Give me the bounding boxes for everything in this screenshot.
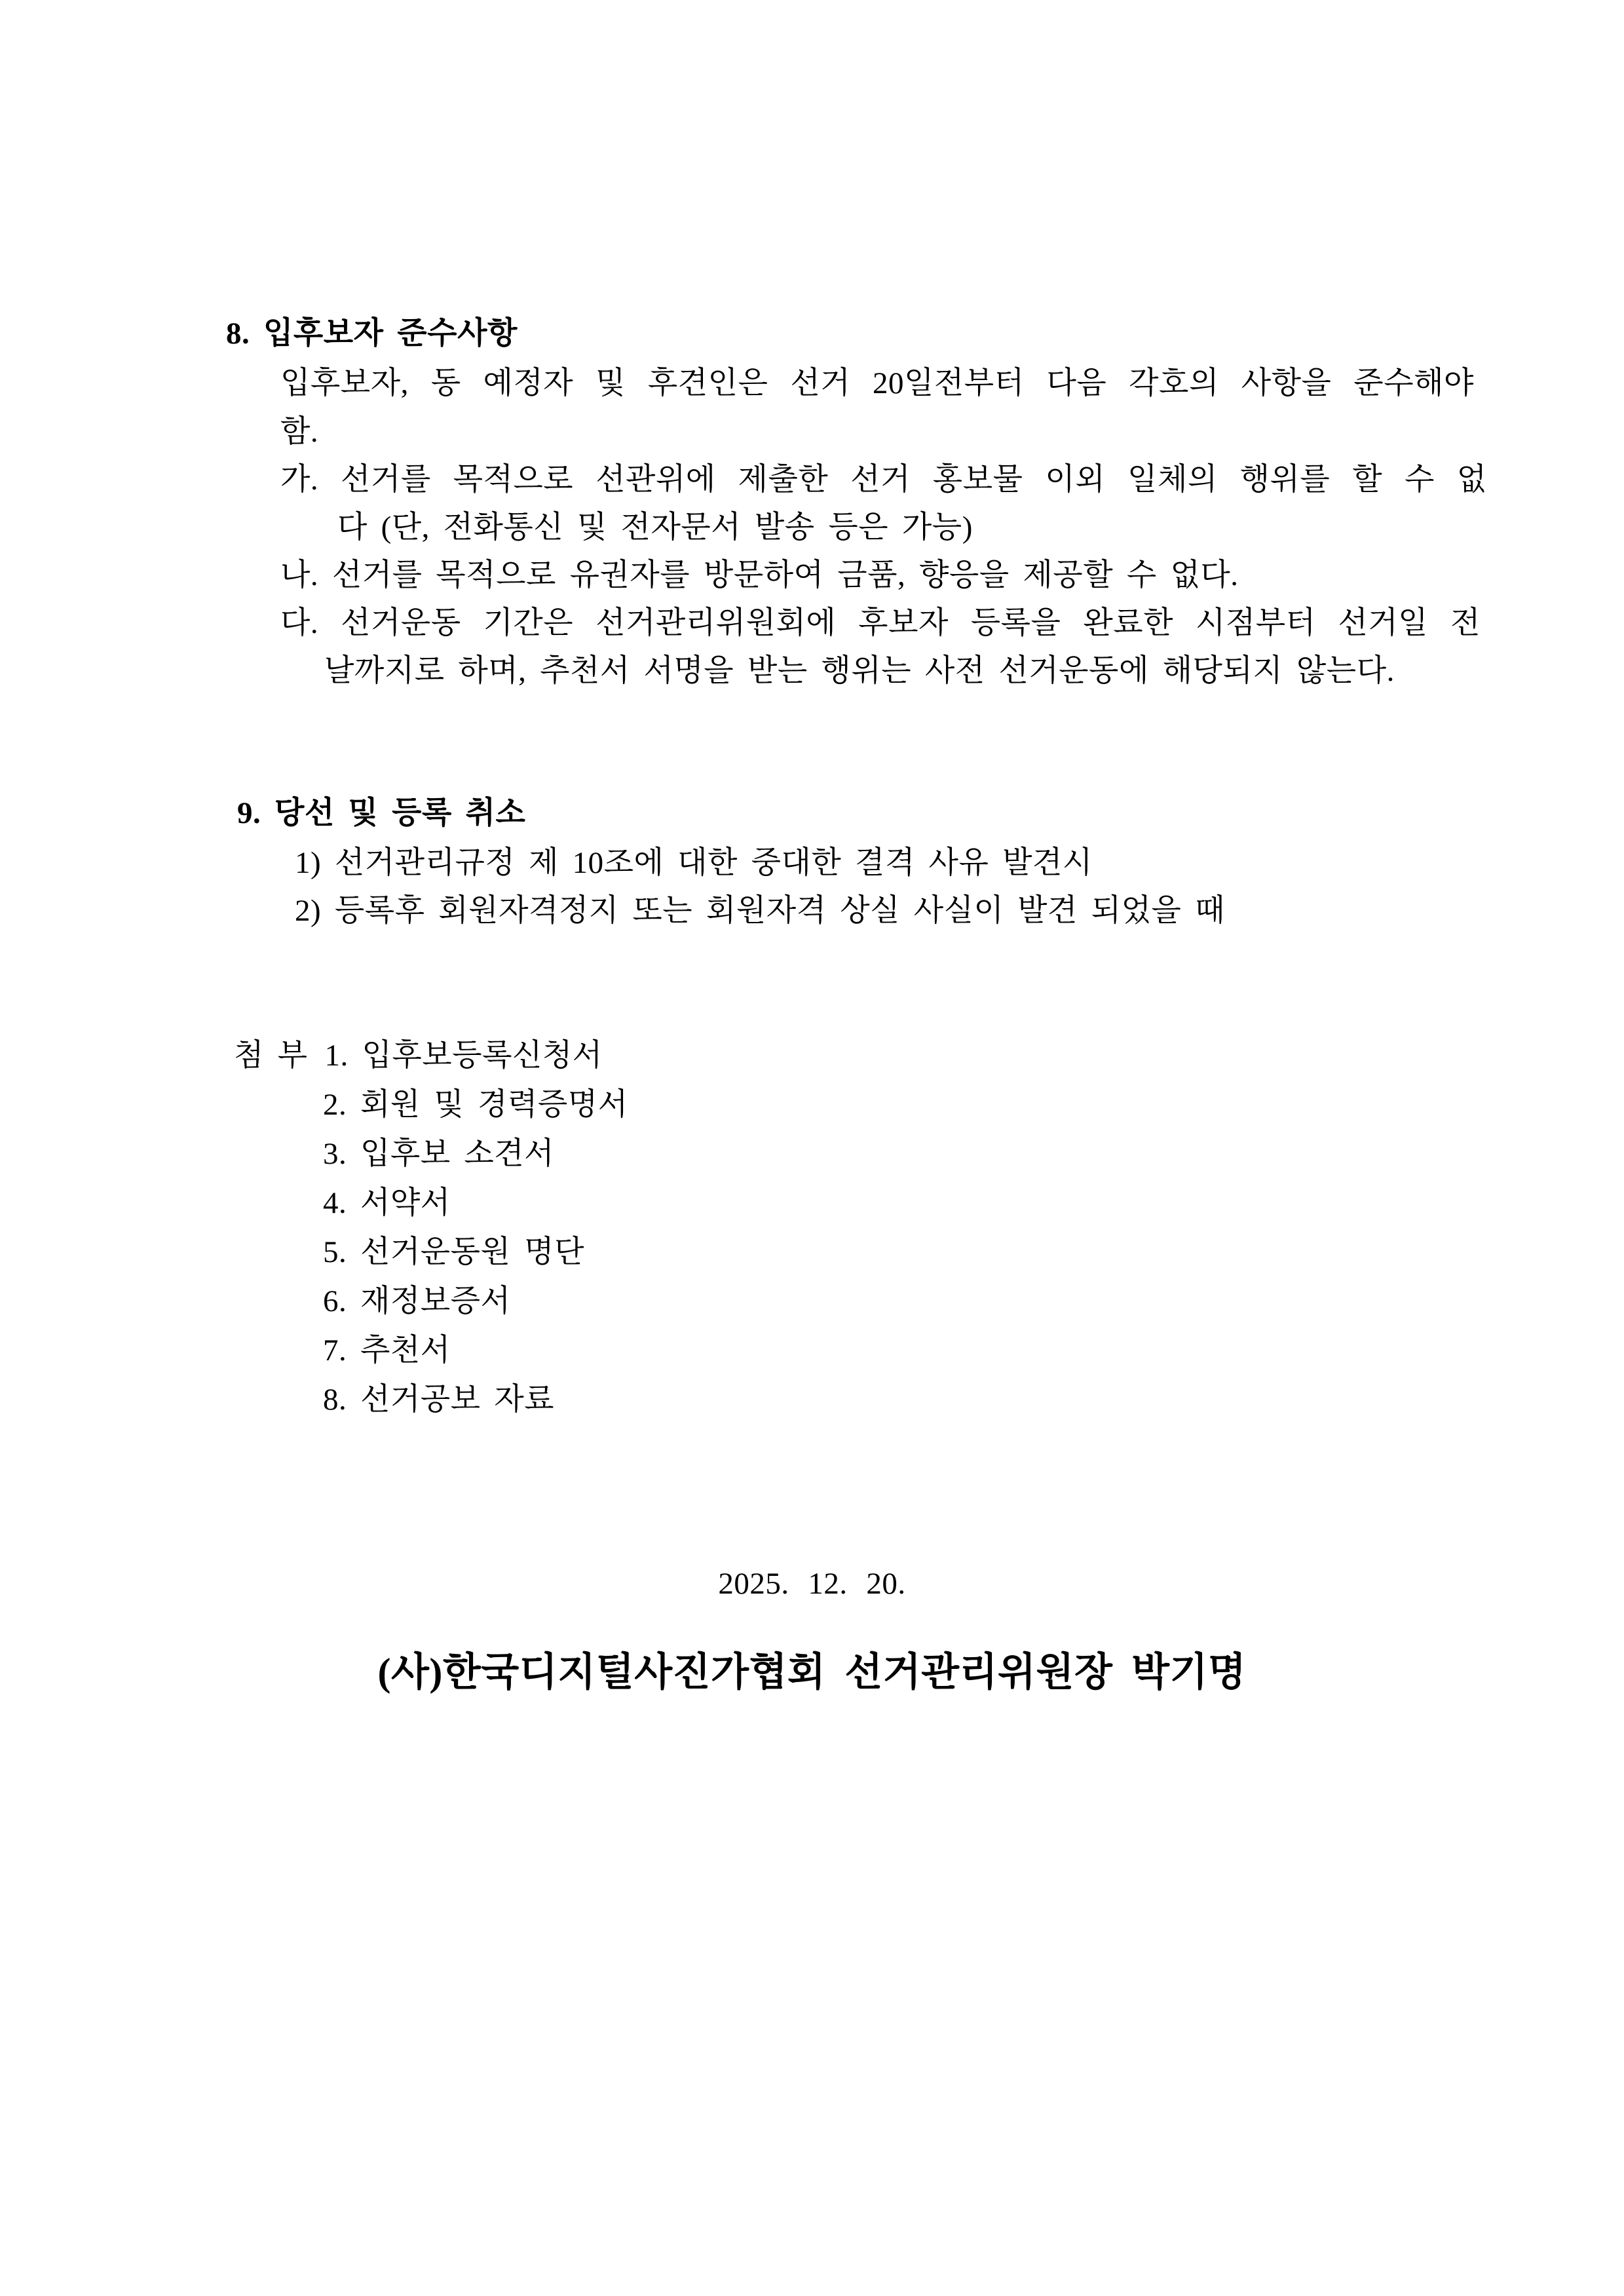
attachments-label: 첨 부 [234, 1039, 308, 1073]
attachment-item: 6. 재정보증서 [323, 1284, 511, 1318]
section9-item-2: 2) 등록후 회원자격정지 또는 회원자격 상실 사실이 발견 되었을 때 [295, 894, 1225, 928]
attachment-item: 2. 회원 및 경력증명서 [323, 1088, 628, 1122]
attachment-row-1 [234, 1037, 603, 1075]
attachment-item: 1. 입후보등록신청서 [324, 1039, 603, 1073]
section8-heading: 8. 입후보자 준수사항 [226, 316, 518, 351]
attachment-item: 5. 선거운동원 명단 [323, 1235, 584, 1269]
section9-item-1: 1) 선거관리규정 제 10조에 대한 중대한 결격 사유 발견시 [295, 846, 1093, 880]
signature-line: (사)한국디지털사진가협회 선거관리위원장 박기명 [377, 1651, 1247, 1694]
section8-intro-line1: 입후보자, 동 예정자 및 후견인은 선거 20일전부터 다음 각호의 사항을 준수해야 [280, 366, 1474, 400]
section8-item-na: 나. 선거를 목적으로 유권자를 방문하여 금품, 향응을 제공할 수 없다. [280, 558, 1239, 592]
section8-item-ga-line1: 가. 선거를 목적으로 선관위에 제출한 선거 홍보물 이외 일체의 행위를 할 수 없 [280, 463, 1487, 497]
attachment-item: 8. 선거공보 자료 [323, 1383, 555, 1417]
section9-heading: 9. 당선 및 등록 취소 [237, 796, 526, 830]
attachment-item: 3. 입후보 소견서 [323, 1137, 555, 1171]
attachment-item: 7. 추천서 [323, 1333, 451, 1368]
section8-item-da-line1: 다. 선거운동 기간은 선거관리위원회에 후보자 등록을 완료한 시점부터 선거일 전 [280, 606, 1481, 640]
section8-item-ga-line2: 다 (단, 전화통신 및 전자문서 발송 등은 가능) [337, 510, 973, 545]
document-date: 2025. 12. 20. [718, 1567, 906, 1601]
section8-item-da-line2: 날까지로 하며, 추천서 서명을 받는 행위는 사전 선거운동에 해당되지 않는다. [324, 654, 1395, 688]
section8-intro-line2: 함. [280, 415, 319, 449]
attachment-item: 4. 서약서 [323, 1186, 451, 1220]
